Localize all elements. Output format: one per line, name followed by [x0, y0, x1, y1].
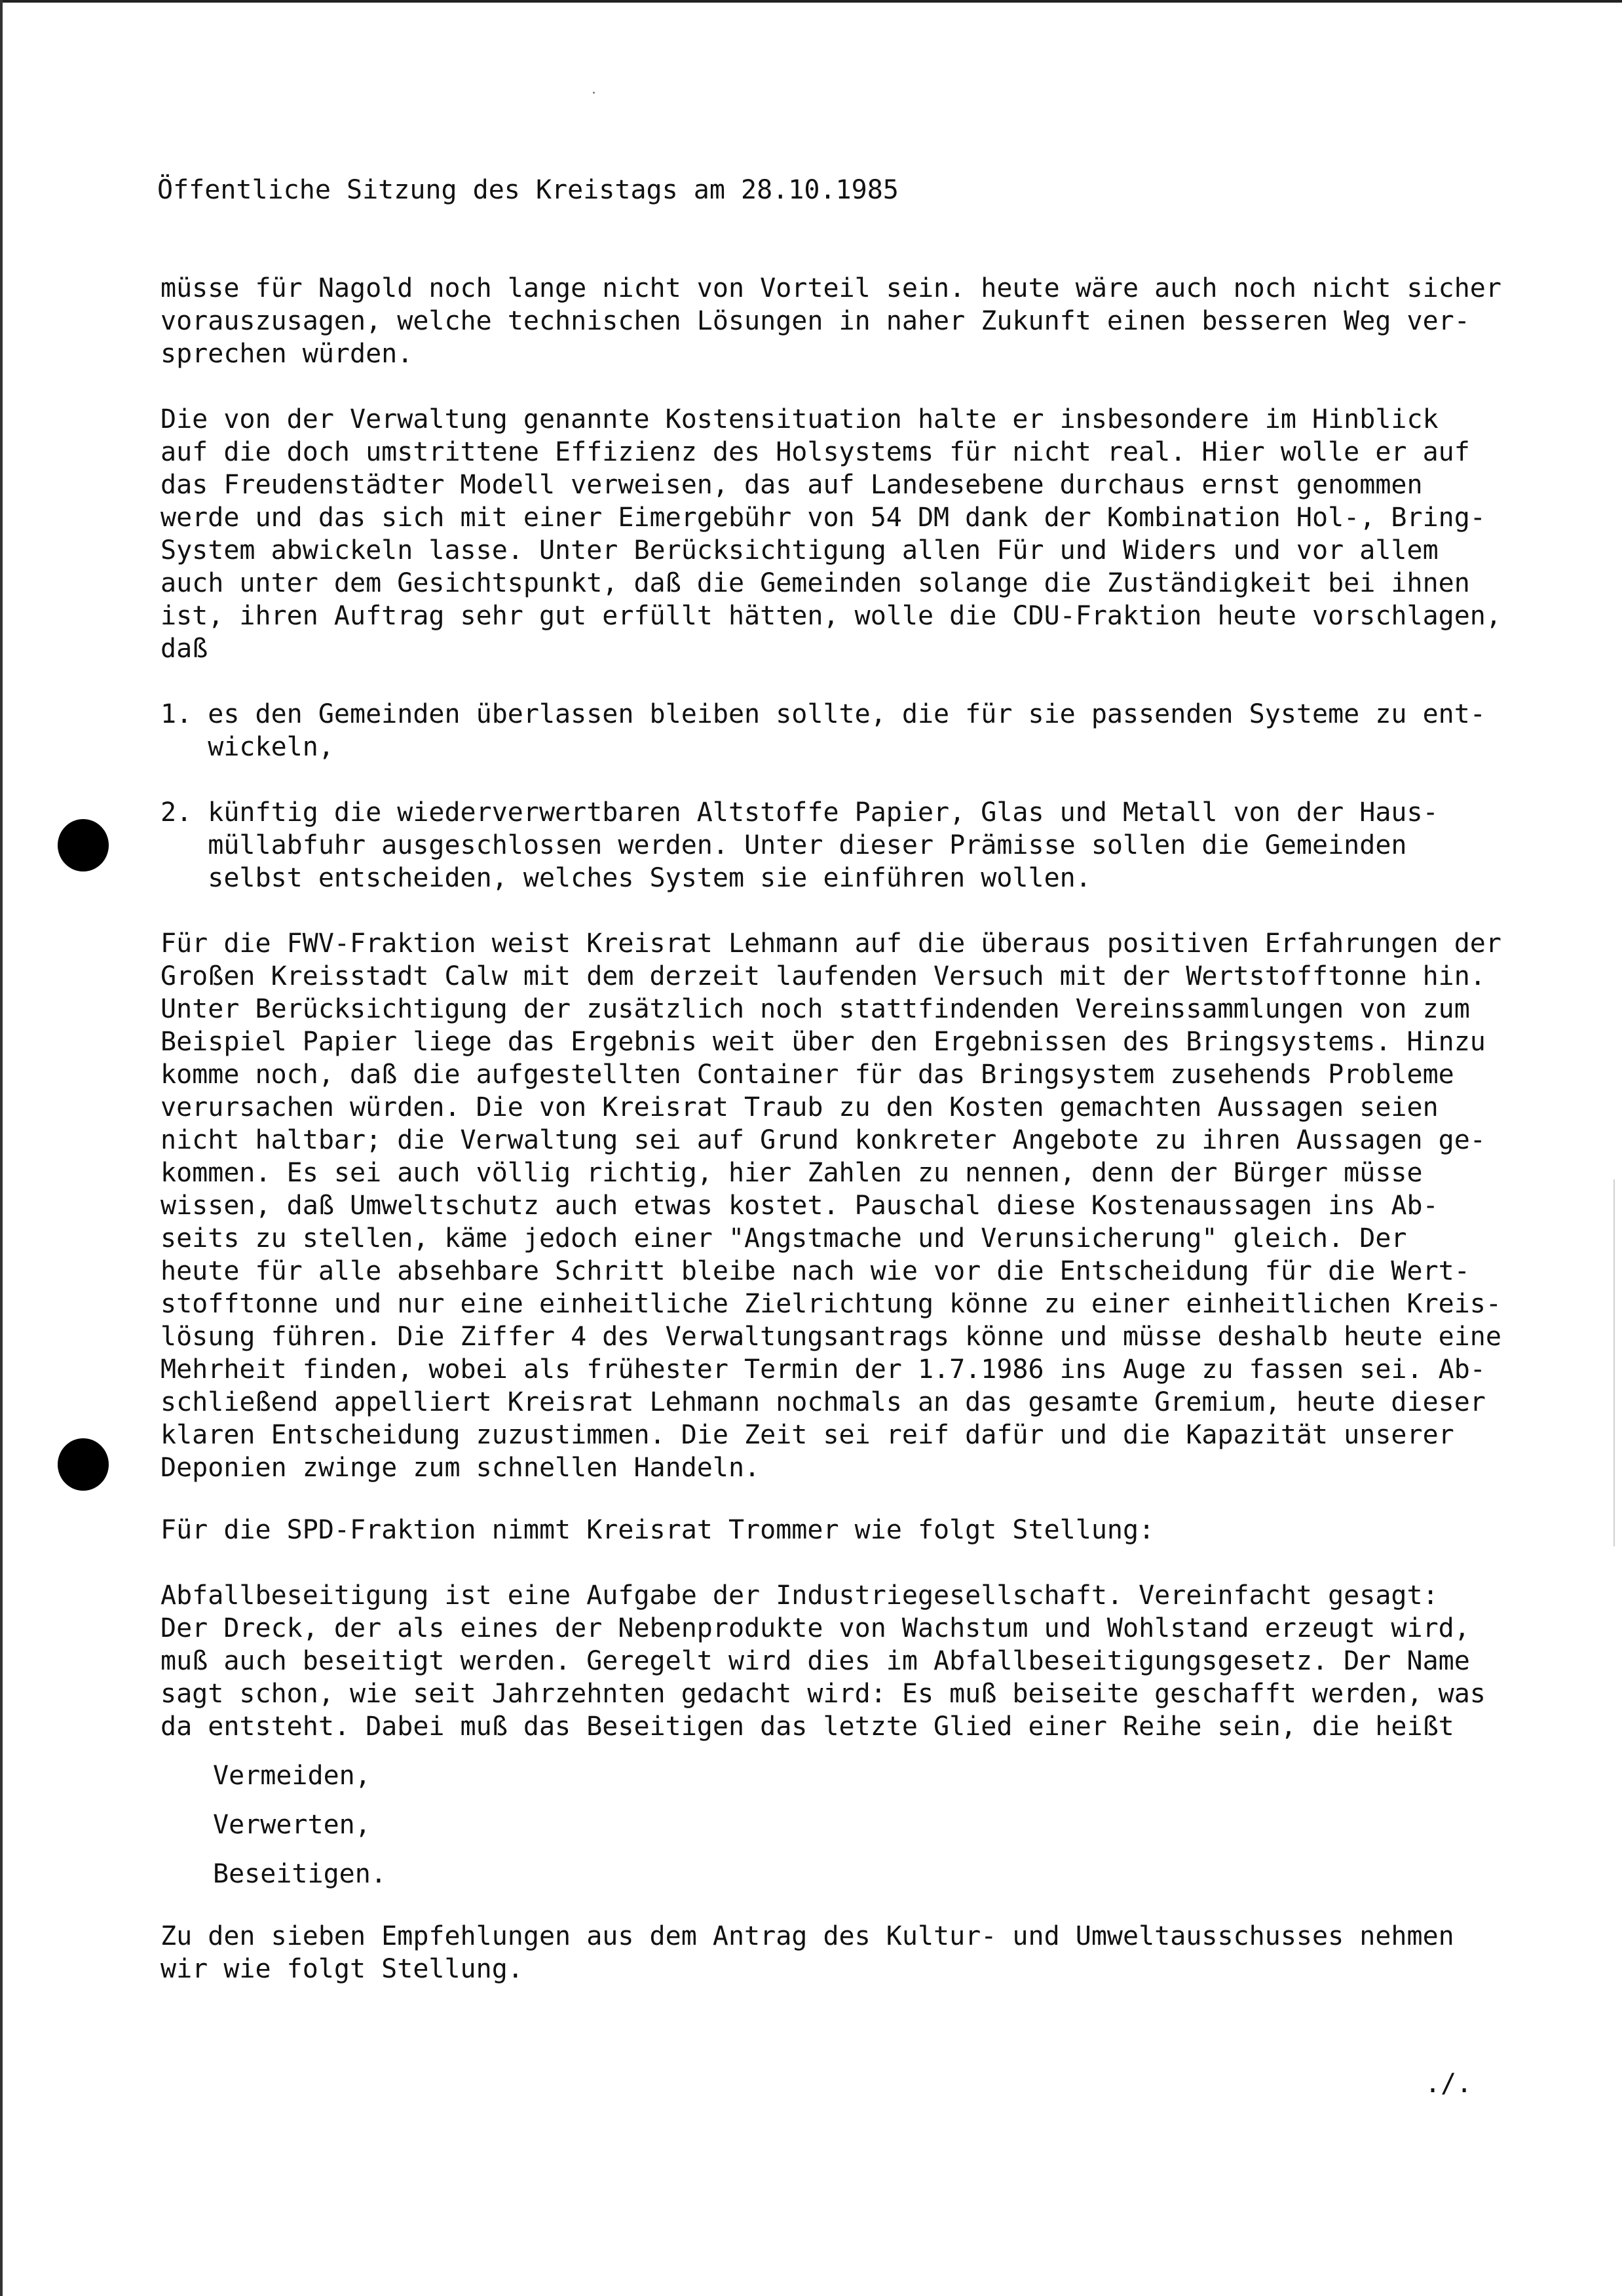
paragraph-2-line: Die von der Verwaltung genannte Kostensituation halte er insbesondere im Hinblick — [160, 404, 1439, 434]
paragraph-3-line: Mehrheit finden, wobei als frühester Termin der 1.7.1986 ins Auge zu fassen sei. Ab- — [160, 1354, 1486, 1385]
paragraph-3-line: klaren Entscheidung zuzustimmen. Die Zeit sei reif dafür und die Kapazität unserer — [160, 1420, 1454, 1450]
document-header: Öffentliche Sitzung des Kreistags am 28.10.1985 — [157, 175, 899, 205]
paragraph-6-line: wir wie folgt Stellung. — [160, 1954, 523, 1984]
paragraph-1-line: vorauszusagen, welche technischen Lösungen in naher Zukunft einen besseren Weg ver- — [160, 306, 1470, 336]
paragraph-3-line: Unter Berücksichtigung der zusätzlich noch stattfindenden Vereinssammlungen von zum — [160, 994, 1470, 1024]
paragraph-3-line: wissen, daß Umweltschutz auch etwas kostet. Pauschal diese Kostenaussagen ins Ab- — [160, 1191, 1439, 1221]
sequence-item: Beseitigen. — [213, 1859, 387, 1889]
paragraph-3-line: Beispiel Papier liege das Ergebnis weit über den Ergebnissen des Bringsystems. Hinzu — [160, 1027, 1486, 1057]
paragraph-3-line: stofftonne und nur eine einheitliche Zielrichtung könne zu einer einheitlichen Kreis- — [160, 1289, 1501, 1319]
paragraph-2-line: das Freudenstädter Modell verweisen, das auf Landesebene durchaus ernst genommen — [160, 470, 1423, 500]
paragraph-4: Für die SPD-Fraktion nimmt Kreisrat Trommer wie folgt Stellung: — [160, 1515, 1155, 1545]
paragraph-5-line: da entsteht. Dabei muß das Beseitigen das letzte Glied einer Reihe sein, die heißt — [160, 1712, 1454, 1742]
paragraph-3-line: nicht haltbar; die Verwaltung sei auf Grund konkreter Angebote zu ihren Aussagen ge- — [160, 1125, 1486, 1155]
paragraph-2-line: ist, ihren Auftrag sehr gut erfüllt hätten, wolle die CDU-Fraktion heute vorschlagen, — [160, 601, 1501, 631]
sequence-item: Vermeiden, — [213, 1761, 371, 1791]
paragraph-5-line: Abfallbeseitigung ist eine Aufgabe der Industriegesellschaft. Vereinfacht gesagt: — [160, 1580, 1439, 1611]
paragraph-2-line: daß — [160, 634, 208, 664]
paragraph-3-line: verursachen würden. Die von Kreisrat Traub zu den Kosten gemachten Aussagen seien — [160, 1092, 1439, 1122]
paragraph-1-line: müsse für Nagold noch lange nicht von Vorteil sein. heute wäre auch noch nicht sicher — [160, 273, 1501, 303]
paragraph-2-line: System abwickeln lasse. Unter Berücksichtigung allen Für und Widers und vor allem — [160, 535, 1439, 565]
paragraph-2-line: werde und das sich mit einer Eimergebühr von 54 DM dank der Kombination Hol-, Bring- — [160, 503, 1486, 533]
list-item-2-line: selbst entscheiden, welches System sie einführen wollen. — [160, 863, 1091, 893]
paragraph-3-line: heute für alle absehbare Schritt bleibe nach wie vor die Entscheidung für die Wert- — [160, 1256, 1470, 1286]
paragraph-3-line: Für die FWV-Fraktion weist Kreisrat Lehmann auf die überaus positiven Erfahrungen der — [160, 928, 1501, 959]
paragraph-3-line: Deponien zwinge zum schnellen Handeln. — [160, 1453, 761, 1483]
list-item-1-line: 1. es den Gemeinden überlassen bleiben sollte, die für sie passenden Systeme zu ent- — [160, 699, 1486, 729]
paragraph-5-line: Der Dreck, der als eines der Nebenprodukte von Wachstum und Wohlstand erzeugt wird, — [160, 1613, 1470, 1643]
list-item-2-line: müllabfuhr ausgeschlossen werden. Unter dieser Prämisse sollen die Gemeinden — [160, 830, 1407, 860]
paragraph-3-line: kommen. Es sei auch völlig richtig, hier Zahlen zu nennen, denn der Bürger müsse — [160, 1158, 1423, 1188]
paragraph-5-line: sagt schon, wie seit Jahrzehnten gedacht wird: Es muß beiseite geschafft werden, was — [160, 1679, 1486, 1709]
paragraph-2-line: auf die doch umstrittene Effizienz des Holsystems für nicht real. Hier wolle er auf — [160, 437, 1470, 467]
paragraph-2-line: auch unter dem Gesichtspunkt, daß die Gemeinden solange die Zuständigkeit bei ihnen — [160, 568, 1470, 598]
list-item-1-line: wickeln, — [160, 732, 334, 762]
paragraph-5-line: muß auch beseitigt werden. Geregelt wird dies im Abfallbeseitigungsgesetz. Der Name — [160, 1646, 1470, 1676]
paragraph-3-line: lösung führen. Die Ziffer 4 des Verwaltungsantrags könne und müsse deshalb heute eine — [160, 1322, 1501, 1352]
paragraph-3-line: schließend appelliert Kreisrat Lehmann nochmals an das gesamte Gremium, heute dieser — [160, 1387, 1486, 1417]
paragraph-3-line: komme noch, daß die aufgestellten Container für das Bringsystem zusehends Probleme — [160, 1060, 1454, 1090]
paragraph-1-line: sprechen würden. — [160, 339, 413, 369]
paragraph-6-line: Zu den sieben Empfehlungen aus dem Antrag des Kultur- und Umweltausschusses nehmen — [160, 1921, 1454, 1951]
paragraph-3-line: seits zu stellen, käme jedoch einer "Angstmache und Verunsicherung" gleich. Der — [160, 1223, 1407, 1253]
list-item-2-line: 2. künftig die wiederverwertbaren Altstoffe Papier, Glas und Metall von der Haus- — [160, 797, 1439, 828]
paragraph-3-line: Großen Kreisstadt Calw mit dem derzeit laufenden Versuch mit der Wertstofftonne hin. — [160, 961, 1486, 991]
continuation-mark: ./. — [1425, 2069, 1473, 2099]
sequence-item: Verwerten, — [213, 1810, 371, 1840]
